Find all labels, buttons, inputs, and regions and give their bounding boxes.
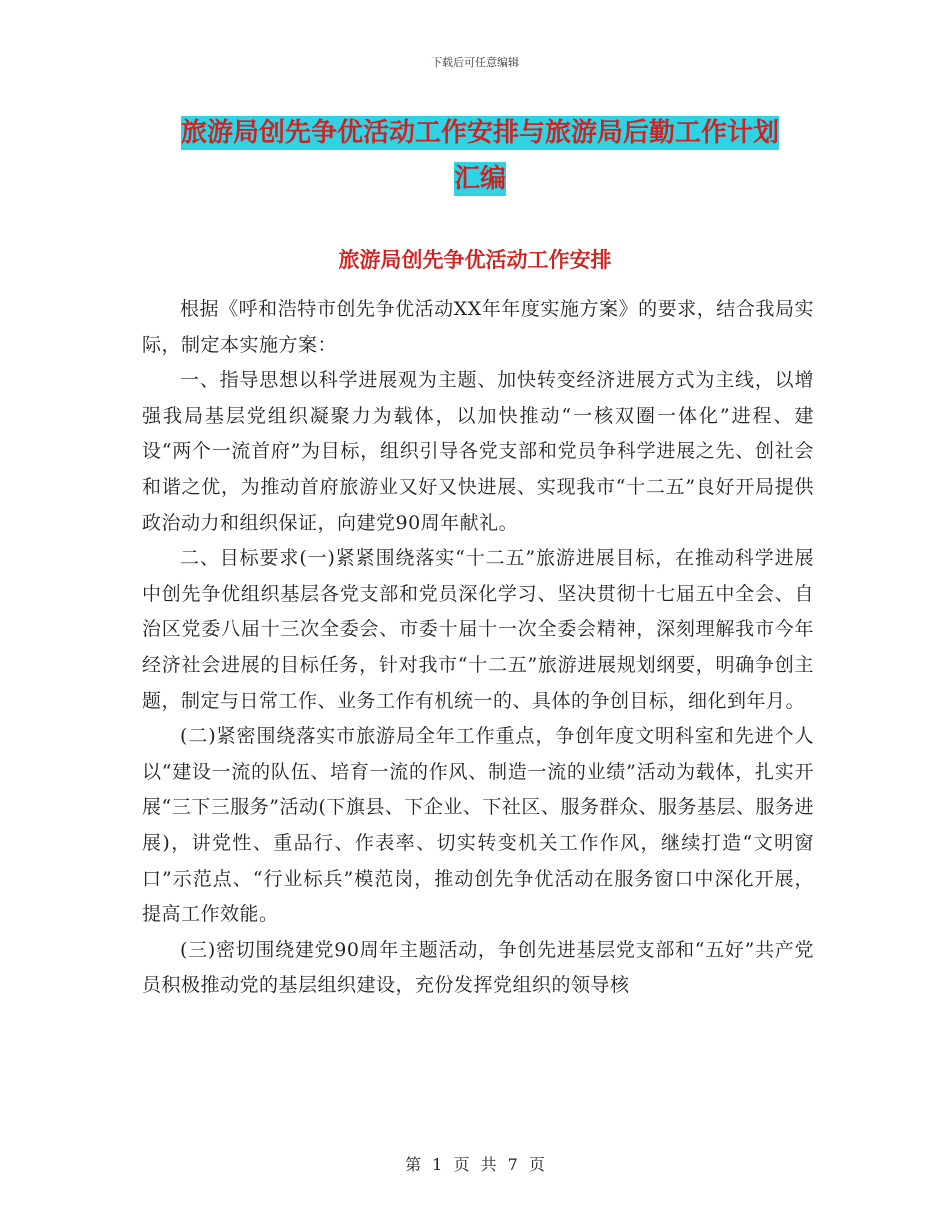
document-title-line1: 旅游局创先争优活动工作安排与旅游局后勤工作计划 [180, 118, 779, 148]
document-title [140, 110, 820, 202]
page-number: 第 1 页 共 7 页 [405, 1155, 545, 1174]
document-title-line2: 汇编 [453, 164, 506, 194]
paragraph-goals-1: 二、目标要求(一)紧紧围绕落实“十二五”旅游进展目标，在推动科学进展中创先争优组织基层各党支部和党员深化学习、坚决贯彻十七届五中全会、自治区党委八届十三次全委会、市委十届十一次全委会精神，深刻理解我市今年经济社会进展的目标任务，针对我市“十二五”旅游进展规划纲要，明确争创主题，制定与日常工作、业务工作有机统一的、具体的争创目标，细化到年月。 [142, 547, 814, 712]
paragraph-goals-3: (三)密切围绕建党90周年主题活动，争创先进基层党支部和“五好”共产党员积极推动党的基层组织建设，充份发挥党组织的领导核 [142, 938, 814, 997]
paragraph-intro: 根据《呼和浩特市创先争优活动XX年年度实施方案》的要求，结合我局实际，制定本实施方案： [142, 298, 814, 356]
paragraph-guiding-ideology: 一、指导思想以科学进展观为主题、加快转变经济进展方式为主线，以增强我局基层党组织凝聚力为载体，以加快推动“一核双圈一体化”进程、建设“两个一流首府”为目标，组织引导各党支部和党员争科学进展之先、创社会和谐之优，为推动首府旅游业又好又快进展、实现我市“十二五”良好开局提供政治动力和组织保证，向建党90周年献礼。 [142, 369, 814, 534]
header-note: 下载后可任意编辑 [431, 56, 519, 69]
section-title: 旅游局创先争优活动工作安排 [338, 247, 612, 272]
document-body [142, 292, 814, 1004]
paragraph-goals-2: (二)紧密围绕落实市旅游局全年工作重点，争创年度文明科室和先进个人以“建设一流的队伍、培育一流的作风、制造一流的业绩”活动为载体，扎实开展“三下三服务”活动(下旗县、下企业、下社区、服务群众、服务基层、服务进展)，讲党性、重品行、作表率、切实转变机关工作作风，继续打造“文明窗口”示范点、“行业标兵”模范岗，推动创先争优活动在服务窗口中深化开展，提高工作效能。 [142, 725, 814, 926]
